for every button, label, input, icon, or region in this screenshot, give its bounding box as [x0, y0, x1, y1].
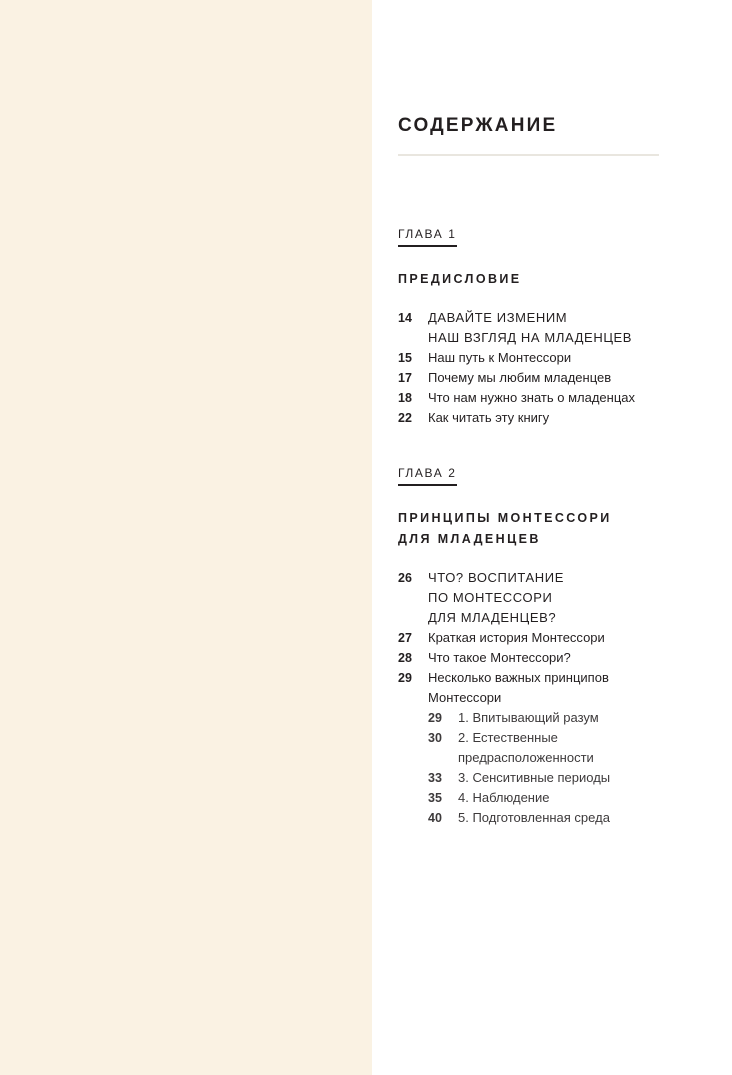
page-number: 26 [398, 571, 412, 585]
entry-title: 3. Сенситивные периоды [458, 770, 611, 785]
toc-entry[interactable] [398, 348, 698, 368]
toc-entry[interactable] [398, 408, 698, 428]
entry-title: Несколько важных принципов Монтессори [428, 670, 609, 705]
page-number: 17 [398, 371, 412, 385]
toc-entry[interactable] [398, 308, 698, 348]
entry-title: 5. Подготовленная среда [458, 810, 610, 825]
chapter-1 [398, 225, 698, 428]
toc-sub-entry[interactable] [398, 728, 698, 768]
toc-entry[interactable] [398, 368, 698, 388]
chapter-2-entries [398, 568, 698, 828]
title-divider [398, 154, 659, 156]
page-number: 15 [398, 351, 412, 365]
chapter-1-label: ГЛАВА 1 [398, 227, 457, 247]
entry-title: Что такое Монтессори? [428, 650, 571, 665]
entry-title: 4. Наблюдение [458, 790, 550, 805]
entry-title: Что нам нужно знать о младенцах [428, 390, 636, 405]
page-number: 22 [398, 411, 412, 425]
toc-sub-entry[interactable] [398, 708, 698, 728]
page-number: 33 [428, 771, 442, 785]
entry-title: Как читать эту книгу [428, 410, 550, 425]
entry-title: 1. Впитывающий разум [458, 710, 599, 725]
toc-sub-entry[interactable] [398, 768, 698, 788]
toc-entry[interactable] [398, 388, 698, 408]
entry-title: Краткая история Монтессори [428, 630, 605, 645]
toc-entry[interactable] [398, 668, 698, 708]
page-number: 18 [398, 391, 412, 405]
page-number: 14 [398, 311, 412, 325]
toc-entry[interactable] [398, 568, 698, 628]
page-number: 29 [398, 671, 412, 685]
toc-entry[interactable] [398, 628, 698, 648]
entry-title: ДАВАЙТЕ ИЗМЕНИМ НАШ ВЗГЛЯД НА МЛАДЕНЦЕВ [428, 310, 633, 345]
chapter-1-entries [398, 308, 698, 428]
toc-sub-entry[interactable] [398, 808, 698, 828]
chapter-2 [398, 464, 698, 828]
page-title: СОДЕРЖАНИЕ [398, 115, 558, 136]
page-number: 28 [398, 651, 412, 665]
toc-entry[interactable] [398, 648, 698, 668]
entry-title: ЧТО? ВОСПИТАНИЕ ПО МОНТЕССОРИ ДЛЯ МЛАДЕНЦЕВ? [428, 570, 564, 625]
page-number: 35 [428, 791, 442, 805]
entry-title: Наш путь к Монтессори [428, 350, 572, 365]
chapter-1-heading: ПРЕДИСЛОВИЕ [398, 272, 522, 286]
entry-title: Почему мы любим младенцев [428, 370, 612, 385]
toc-sub-entry[interactable] [398, 788, 698, 808]
page-number: 29 [428, 711, 442, 725]
chapter-2-label: ГЛАВА 2 [398, 466, 457, 486]
page-number: 40 [428, 811, 442, 825]
entry-title: 2. Естественные предрасположенности [458, 730, 594, 765]
page-number: 30 [428, 731, 442, 745]
chapter-2-heading: ПРИНЦИПЫ МОНТЕССОРИ ДЛЯ МЛАДЕНЦЕВ [398, 511, 612, 546]
page-number: 27 [398, 631, 412, 645]
